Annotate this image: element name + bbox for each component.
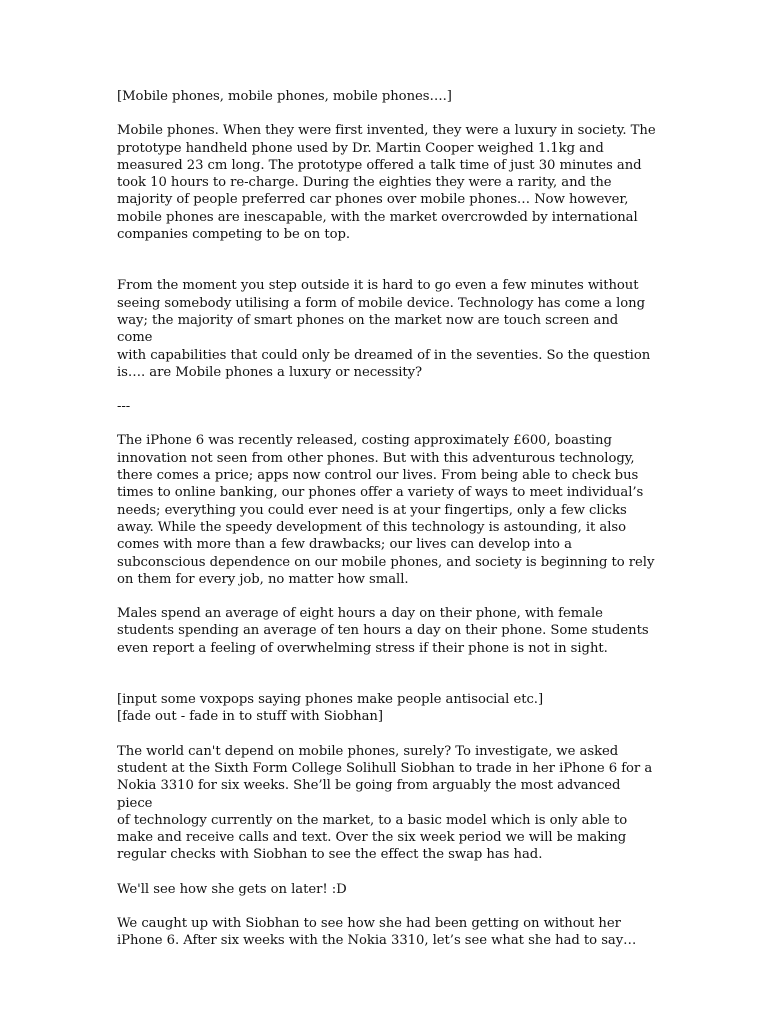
paragraph-usage-stats: Males spend an average of eight hours a day on their phone, with female students spending an average of ten hours a day on their phone. Some students even report a feeling of overwhelming stress if their phone is not in sight. <box>117 606 649 656</box>
paragraph-caught-up: We caught up with Siobhan to see how she had been getting on without her iPhone 6. After six weeks with the Nokia 3310, let’s see what she had to say… <box>117 915 637 949</box>
paragraph-spacer <box>117 243 657 277</box>
paragraph-intro: Mobile phones. When they were first invented, they were a luxury in society. The prototype handheld phone used by Dr. Martin Cooper weighed 1.1kg and measured 23 cm long. The prototype offered a talk time of just 30 minutes and took 10 hours to re-charge. During the eighties they were a rarity, and the majority of people preferred car phones over mobile phones… Now however, mobile phones are inescapable, with the market overcrowded by international companies competing to be on top. <box>117 123 656 243</box>
paragraph-spacer <box>117 381 657 398</box>
paragraph-spacer <box>117 726 657 743</box>
document-heading: [Mobile phones, mobile phones, mobile phones….] <box>117 89 452 104</box>
paragraph-spacer <box>117 898 657 915</box>
paragraph-production-notes: [input some voxpops saying phones make people antisocial etc.] [fade out - fade in to stuff with Siobhan] <box>117 692 544 725</box>
paragraph-step-outside: From the moment you step outside it is hard to go even a few minutes without seeing somebody utilising a form of mobile device. Technology has come a long way; the majority of smart phones on the market now are touch screen and come with capabilities that could only be dreamed of in the seventies. So the question is…. are Mobile phones a luxury or necessity? <box>117 278 651 380</box>
paragraph-spacer <box>117 588 657 605</box>
paragraph-investigation: The world can't depend on mobile phones, surely? To investigate, we asked student at the Sixth Form College Solihull Siobhan to trade in her iPhone 6 for a Nokia 3310 for six weeks. She’ll be going from arguably the most advanced piece of technology currently on the market, to a basic model which is only able to make and receive calls and text. Over the six week period we will be making regular checks with Siobhan to see the effect the swap has had. <box>117 743 653 863</box>
paragraph-iphone6: The iPhone 6 was recently released, costing approximately £600, boasting innovation not seen from other phones. But with this adventurous technology, there comes a price; apps now control our lives. From being able to check bus times to online banking, our phones offer a variety of ways to meet individual’s needs; everything you could ever need is at your fingertips, only a few clicks away. While the speedy development of this technology is astounding, it also comes with more than a few drawbacks; our lives can develop into a subconscious dependence on our mobile phones, and society is beginning to rely on them for every job, no matter how small. <box>117 433 655 587</box>
paragraph-spacer <box>117 105 657 122</box>
paragraph-spacer <box>117 864 657 881</box>
document-body <box>117 88 657 950</box>
section-divider: --- <box>117 399 131 415</box>
paragraph-spacer <box>117 415 657 432</box>
paragraph-spacer <box>117 657 657 691</box>
paragraph-see-later: We'll see how she gets on later! :D <box>117 881 347 897</box>
